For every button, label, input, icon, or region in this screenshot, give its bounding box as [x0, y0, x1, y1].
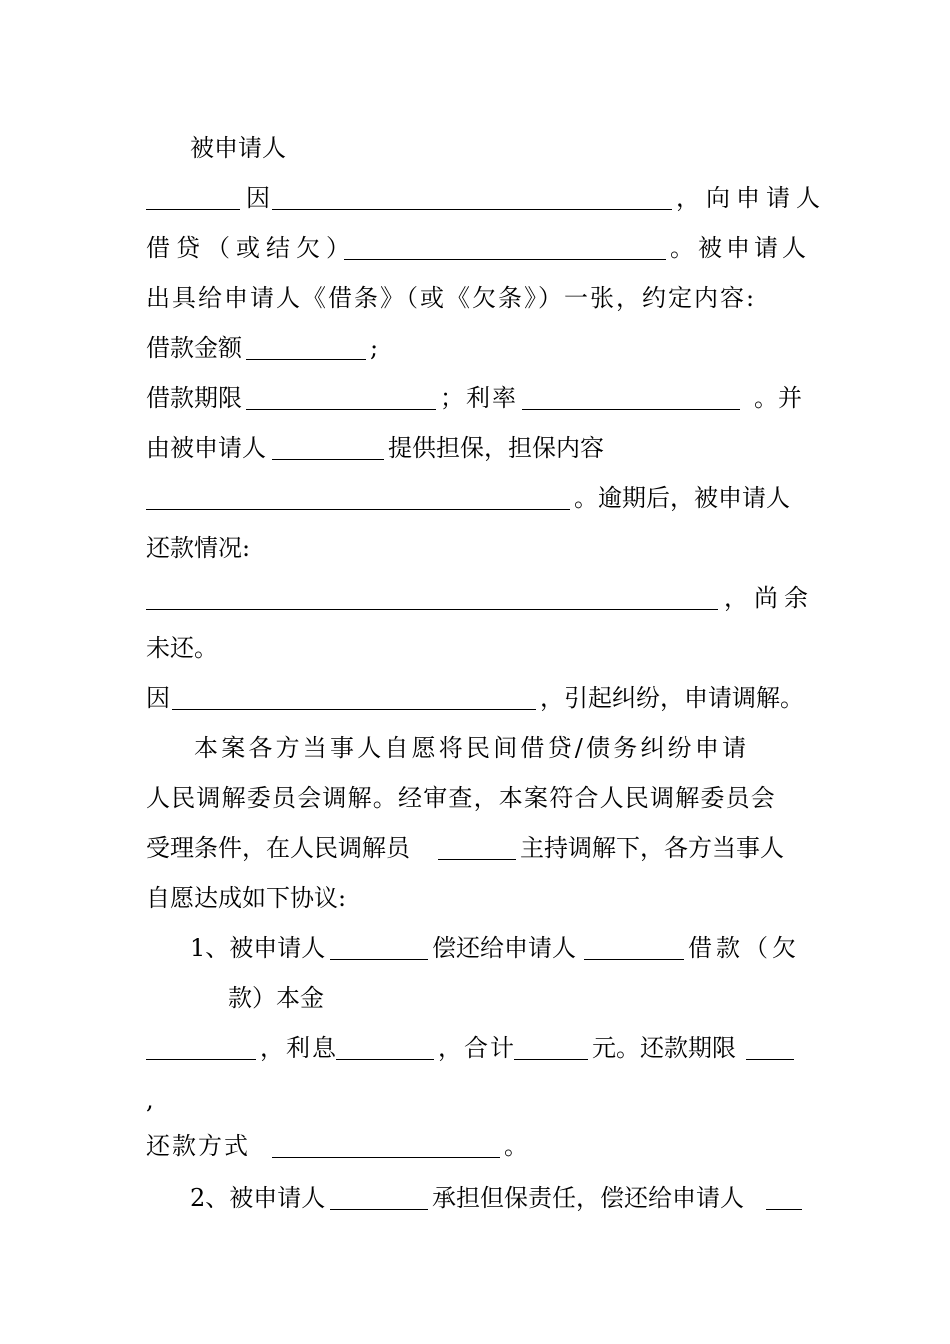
text-remaining: ，尚余 — [724, 584, 814, 612]
text-semicolon: ; — [370, 334, 379, 362]
text-unpaid: 未还。 — [146, 634, 218, 662]
repay-method-line — [0, 1126, 950, 1166]
text-mediation-2: 人民调解委员会调解。经审查，本案符合人民调解委员会 — [146, 784, 776, 812]
label-repayment-status: 还款情况: — [146, 534, 251, 562]
unpaid-line — [0, 628, 950, 668]
text-and: 。并 — [754, 384, 802, 412]
text-because-2: 因 — [146, 684, 170, 712]
text-mediation-3: 受理条件，在人民调解员 — [146, 834, 410, 862]
blank-guarantor[interactable] — [272, 459, 384, 460]
blank-repay-term[interactable] — [746, 1059, 794, 1060]
text-item-1: 1、被申请人 — [190, 934, 326, 962]
text-interest: ，利息 — [260, 1034, 338, 1062]
blank-item2-applicant[interactable] — [766, 1209, 802, 1210]
guarantee-line — [0, 428, 950, 468]
overdue-line — [0, 478, 950, 518]
iou-line — [0, 278, 950, 318]
text-yuan-term: 元。还款期限 — [592, 1034, 736, 1062]
blank-loan-term[interactable] — [246, 409, 436, 410]
blank-item1-applicant[interactable] — [584, 959, 684, 960]
interest-total-line — [0, 1028, 950, 1068]
text-to-applicant: ，向申请人 — [676, 184, 826, 212]
label-loan-term: 借款期限 — [146, 384, 242, 412]
text-repay-to-applicant: 偿还给申请人 — [432, 934, 576, 962]
text-mediation-1: 本案各方当事人自愿将民间借贷/债务纠纷申请 — [194, 734, 750, 762]
text-dispute: ，引起纠纷，申请调解。 — [540, 684, 804, 712]
blank-reason[interactable] — [272, 209, 672, 210]
mediation-para-line-3 — [0, 828, 950, 868]
mediation-para-line-2 — [0, 778, 950, 818]
blank-interest[interactable] — [336, 1059, 434, 1060]
text-mediation-4: 主持调解下，各方当事人 — [520, 834, 784, 862]
blank-interest-rate[interactable] — [522, 409, 740, 410]
loan-amount-line — [0, 328, 950, 368]
blank-item1-respondent[interactable] — [330, 959, 428, 960]
loan-reason-line — [0, 178, 950, 218]
remaining-line — [0, 578, 950, 618]
dispute-line — [0, 678, 950, 718]
text-overdue: 。逾期后，被申请人 — [574, 484, 790, 512]
blank-repayment-status[interactable] — [146, 609, 718, 610]
blank-mediator[interactable] — [438, 859, 516, 860]
text-item-2: 2、被申请人 — [190, 1184, 326, 1212]
blank-respondent-name[interactable] — [146, 209, 240, 210]
label-repay-method: 还款方式 — [146, 1132, 250, 1160]
label-loan-amount: 借款金额 — [146, 334, 242, 362]
blank-dispute-cause[interactable] — [172, 709, 536, 710]
blank-total[interactable] — [514, 1059, 588, 1060]
text-agreement: 自愿达成如下协议: — [146, 884, 347, 912]
text-because: 因 — [246, 184, 270, 212]
blank-repay-method[interactable] — [272, 1157, 500, 1158]
agreement-line — [0, 878, 950, 918]
borrowing-line — [0, 228, 950, 268]
text-iou: 出具给申请人《借条》（或《欠条》）一张，约定内容: — [146, 284, 757, 312]
text-guarantee-content: 提供担保，担保内容 — [388, 434, 604, 462]
loan-term-line — [0, 378, 950, 418]
text-by-respondent: 由被申请人 — [146, 434, 266, 462]
item-1-line — [0, 928, 950, 968]
blank-loan-amount[interactable] — [246, 359, 366, 360]
item-2-line — [0, 1178, 950, 1218]
comma-line — [0, 1080, 950, 1120]
mediation-para-line-1 — [0, 728, 950, 768]
text-respondent-2: 。被申请人 — [670, 234, 810, 262]
text-guarantee-liability: 承担但保责任，偿还给申请人 — [432, 1184, 744, 1212]
text-borrowing: 借贷（或结欠） — [146, 234, 356, 262]
text-respondent: 被申请人 — [190, 134, 286, 162]
repayment-status-line — [0, 528, 950, 568]
text-period: 。 — [504, 1132, 528, 1160]
text-principal: 款）本金 — [228, 984, 324, 1012]
blank-principal[interactable] — [146, 1059, 256, 1060]
respondent-heading-line — [0, 128, 950, 168]
text-comma: , — [146, 1086, 154, 1114]
blank-guarantee-content[interactable] — [146, 509, 570, 510]
label-interest-rate: ；利率 — [440, 384, 518, 412]
blank-borrowing-detail[interactable] — [344, 259, 666, 260]
text-loan-owed: 借款（欠 — [688, 934, 800, 962]
blank-item2-respondent[interactable] — [330, 1209, 428, 1210]
principal-line — [0, 978, 950, 1018]
text-total: ，合计 — [438, 1034, 516, 1062]
